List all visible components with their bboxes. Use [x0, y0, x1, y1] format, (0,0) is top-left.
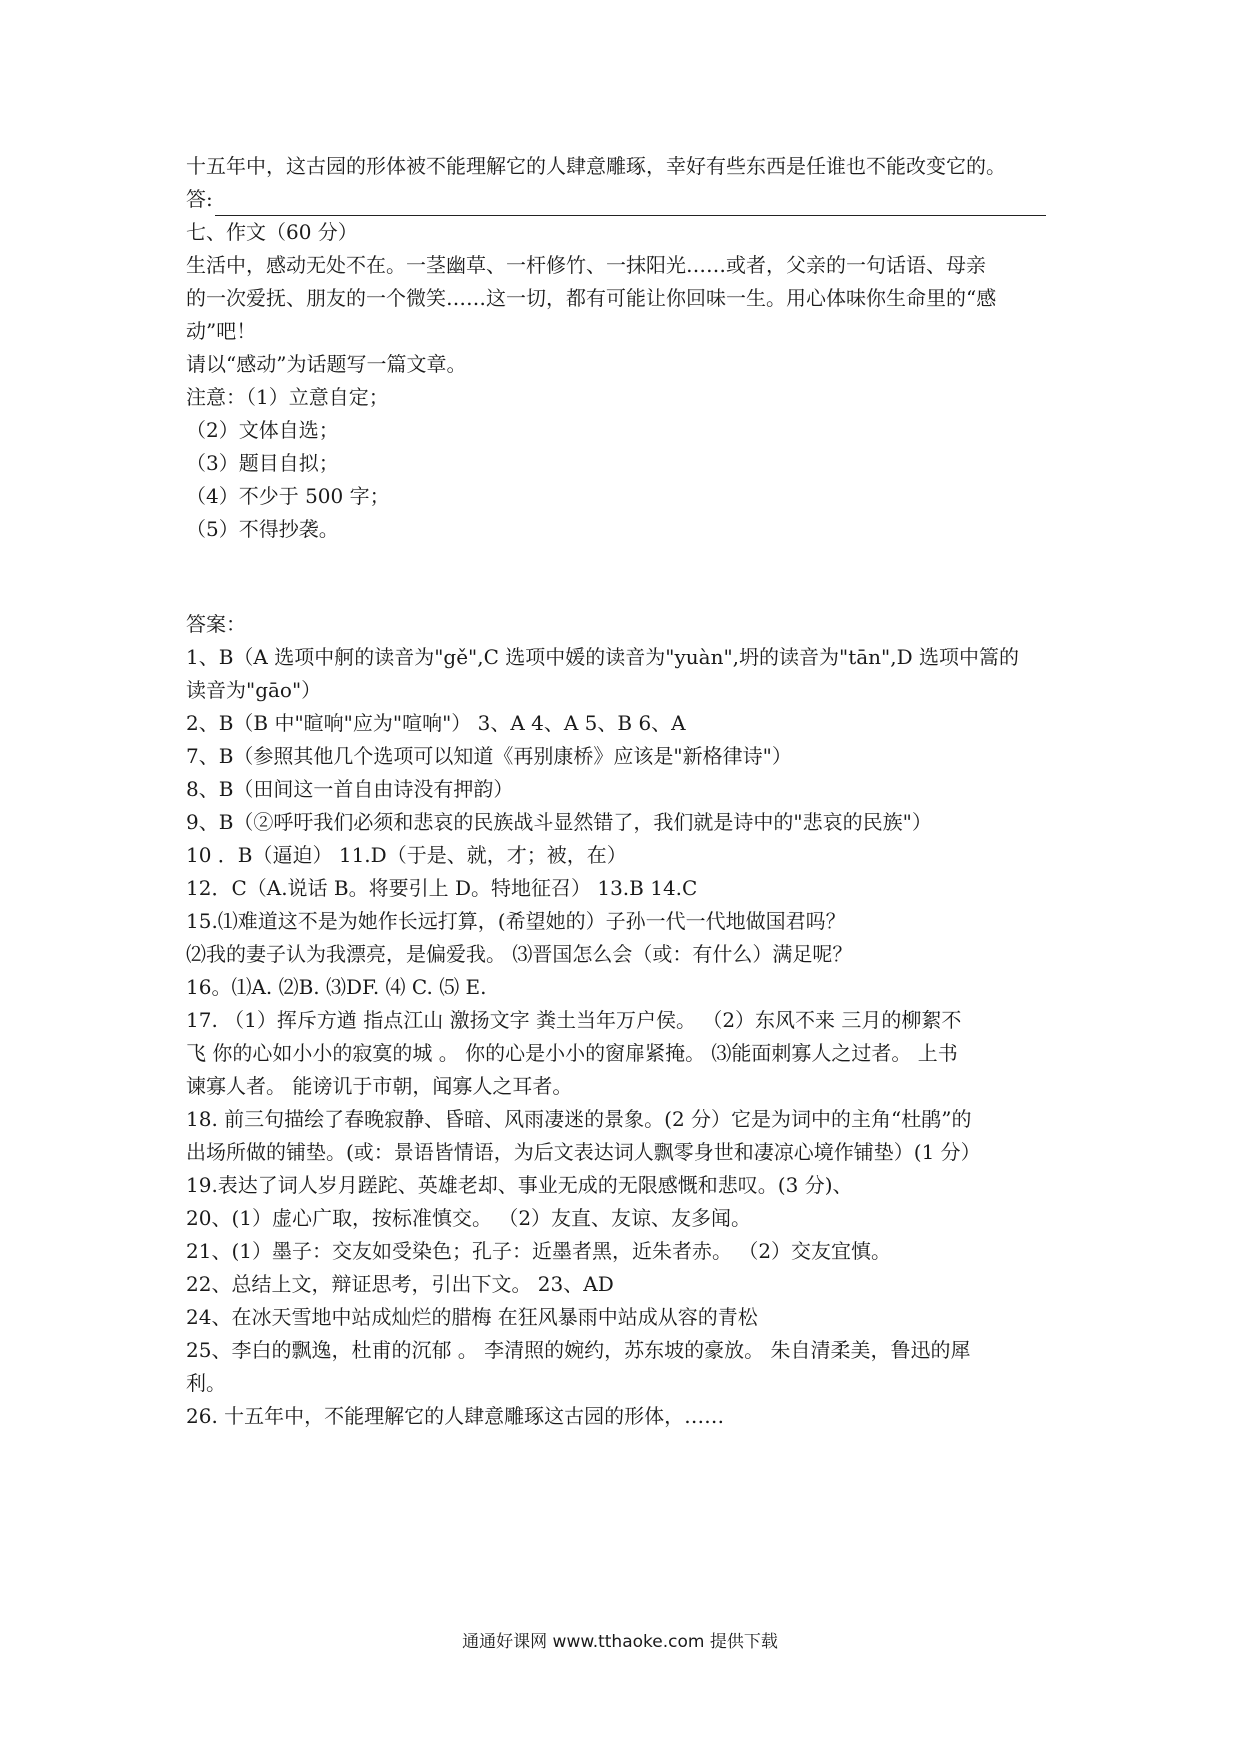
answer-line: 17. （1）挥斥方遒 指点江山 激扬文字 粪土当年万户侯。 （2）东风不来 三月的柳絮不: [186, 1008, 962, 1032]
answer-line: 18. 前三句描绘了春晚寂静、昏暗、风雨凄迷的景象。(2 分）它是为词中的主角“杜鹃”的: [186, 1107, 972, 1131]
essay-note: （2）文体自选；: [186, 418, 339, 442]
essay-prompt-line: 动”吧！: [186, 319, 257, 343]
answer-line: 19.表达了词人岁月蹉跎、英雄老却、事业无成的无限感慨和悲叹。(3 分)、: [186, 1173, 853, 1197]
answer-blank-line: [215, 189, 1046, 216]
page-content: [186, 150, 1056, 1433]
essay-heading: 七、作文（60 分）: [186, 220, 358, 244]
essay-note: （3）题目自拟；: [186, 451, 339, 475]
answer-line: 20、(1）虚心广取，按标准慎交。 （2）友直、友谅、友多闻。: [186, 1206, 752, 1230]
answer-line: 出场所做的铺垫。(或：景语皆情语，为后文表达词人飘零身世和凄凉心境作铺垫）(1 分）: [186, 1140, 981, 1164]
essay-prompt-line: 的一次爱抚、朋友的一个微笑……这一切，都有可能让你回味一生。用心体味你生命里的“感: [186, 286, 997, 310]
answer-line: 谏寡人者。 能谤讥于市朝，闻寡人之耳者。: [186, 1074, 573, 1098]
essay-note: 注意：（1）立意自定；: [186, 385, 389, 409]
answer-line: 22、总结上文，辩证思考，引出下文。 23、AD: [186, 1272, 614, 1296]
answer-field-row: [186, 183, 1056, 216]
section-spacer: [186, 546, 1056, 608]
answer-line: 1、B（A 选项中舸的读音为"gě",C 选项中媛的读音为"yuàn",坍的读音为"tān",D 选项中篙的: [186, 645, 1020, 669]
answer-label: 答:: [186, 187, 213, 211]
answer-line: 读音为"gāo"）: [186, 678, 322, 702]
answer-line: 利。: [186, 1371, 226, 1395]
answer-line: 2、B（B 中"暄响"应为"喧响"） 3、A 4、A 5、B 6、A: [186, 711, 686, 735]
essay-prompt-line: 请以“感动”为话题写一篇文章。: [186, 352, 467, 376]
answer-line: 26. 十五年中，不能理解它的人肆意雕琢这古园的形体，……: [186, 1404, 725, 1428]
answer-line: 10 ．B（逼迫） 11.D（于是、就，才；被，在）: [186, 843, 627, 867]
answer-line: 15.⑴难道这不是为她作长远打算，(希望她的）子孙一代一代地做国君吗？: [186, 909, 846, 933]
answer-line: 飞 你的心如小小的寂寞的城 。 你的心是小小的窗扉紧掩。 ⑶能面刺寡人之过者。 上书: [186, 1041, 958, 1065]
question-26-sentence: 十五年中，这古园的形体被不能理解它的人肆意雕琢，幸好有些东西是任谁也不能改变它的。: [186, 154, 1006, 178]
essay-note: （4）不少于 500 字；: [186, 484, 390, 508]
page-footer: 通通好课网 www.tthaoke.com 提供下载: [462, 1632, 778, 1652]
answer-line: 9、B（②呼吁我们必须和悲哀的民族战斗显然错了，我们就是诗中的"悲哀的民族"）: [186, 810, 932, 834]
answer-line: ⑵我的妻子认为我漂亮，是偏爱我。 ⑶晋国怎么会（或：有什么）满足呢？: [186, 942, 853, 966]
essay-prompt-line: 生活中，感动无处不在。一茎幽草、一杆修竹、一抹阳光……或者，父亲的一句话语、母亲: [186, 253, 986, 277]
answer-line: 7、B（参照其他几个选项可以知道《再别康桥》应该是"新格律诗"）: [186, 744, 792, 768]
essay-note: （5）不得抄袭。: [186, 517, 339, 541]
answer-line: 8、B（田间这一首自由诗没有押韵）: [186, 777, 514, 801]
answer-line: 21、(1）墨子：交友如受染色；孔子：近墨者黑，近朱者赤。 （2）交友宜慎。: [186, 1239, 892, 1263]
answer-line: 25、李白的飘逸，杜甫的沉郁 。 李清照的婉约，苏东坡的豪放。 朱自清柔美，鲁迅的犀: [186, 1338, 971, 1362]
answer-line: 24、在冰天雪地中站成灿烂的腊梅 在狂风暴雨中站成从容的青松: [186, 1305, 758, 1329]
answers-heading: 答案：: [186, 612, 246, 636]
answer-line: 16。⑴A. ⑵B. ⑶DF. ⑷ C. ⑸ E.: [186, 975, 487, 999]
answer-line: 12．C（A.说话 B。将要引上 D。特地征召） 13.B 14.C: [186, 876, 698, 900]
